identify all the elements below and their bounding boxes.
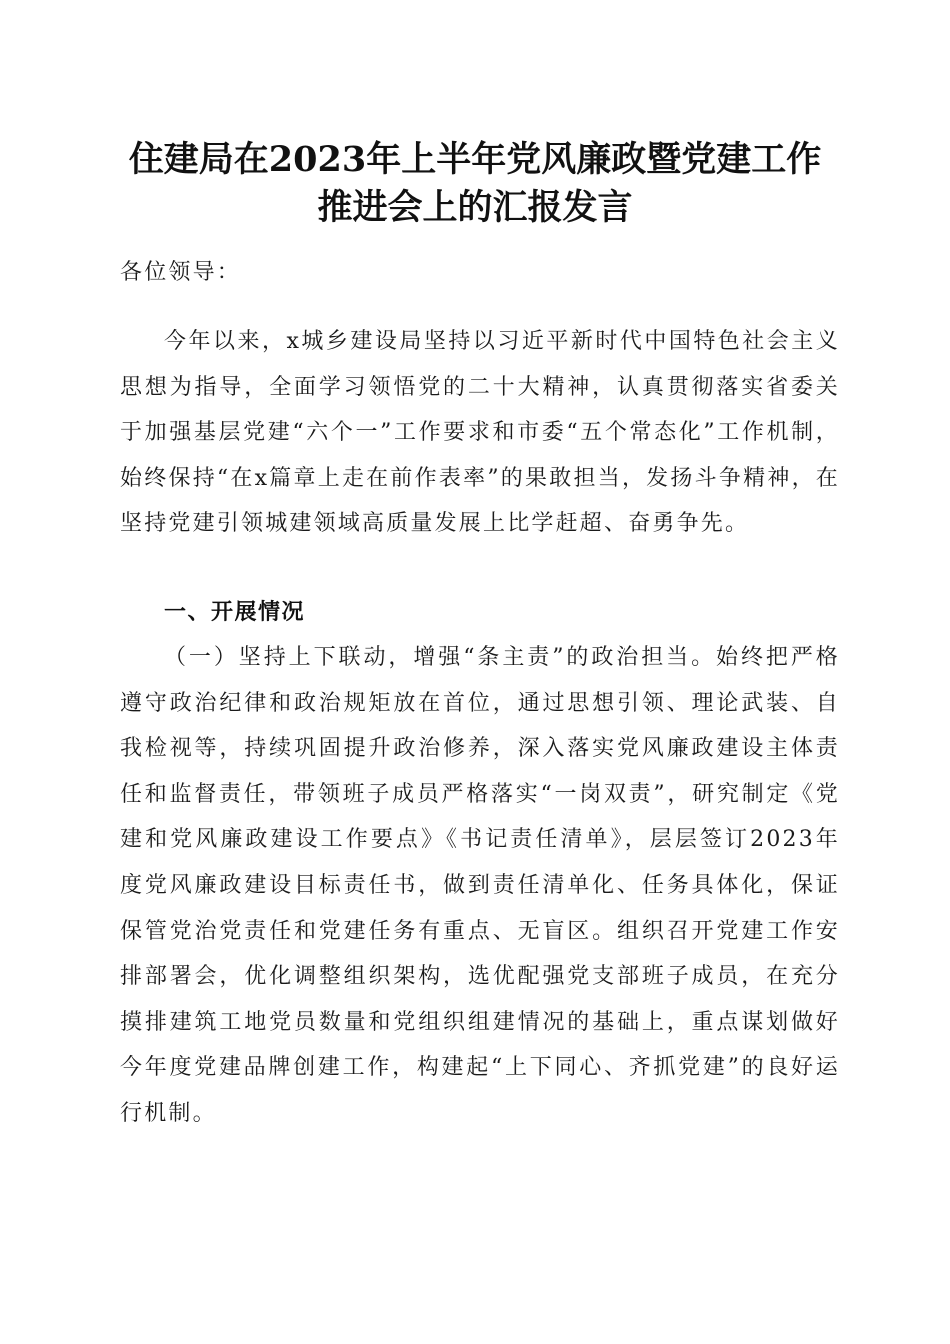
paragraph-intro: 今年以来，x城乡建设局坚持以习近平新时代中国特色社会主义思想为指导，全面学习领悟党的二十大精神，认真贯彻落实省委关于加强基层党建“六个一”工作要求和市委“五个常态化”工作机制，始终保持“在x篇章上走在前作表率”的果敢担当，发扬斗争精神，在坚持党建引领城建领域高质量发展上比学赶超、奋勇争先。 xyxy=(120,329,840,537)
document-title-line-2: 推进会上的汇报发言 xyxy=(317,187,633,228)
document-title-line-1: 住建局在2023年上半年党风廉政暨党建工作 xyxy=(128,139,822,180)
section-heading: 一、开展情况 xyxy=(164,600,306,625)
salutation: 各位领导： xyxy=(120,260,242,285)
paragraph-section-1-1: （一）坚持上下联动，增强“条主责”的政治担当。始终把严格遵守政治纪律和政治规矩放在首位，通过思想引领、理论武装、自我检视等，持续巩固提升政治修养，深入落实党风廉政建设主体责任和监督责任，带领班子成员严格落实“一岗双责”，研究制定《党建和党风廉政建设工作要点》《书记责任清单》，层层签订2023年度党风廉政建设目标责任书，做到责任清单化、任务具体化，保证保管党治党责任和党建任务有重点、无盲区。组织召开党建工作安排部署会，优化调整组织架构，选优配强党支部班子成员，在充分摸排建筑工地党员数量和党组织组建情况的基础上，重点谋划做好今年度党建品牌创建工作，构建起“上下同心、齐抓党建”的良好运行机制。 xyxy=(120,645,840,1126)
